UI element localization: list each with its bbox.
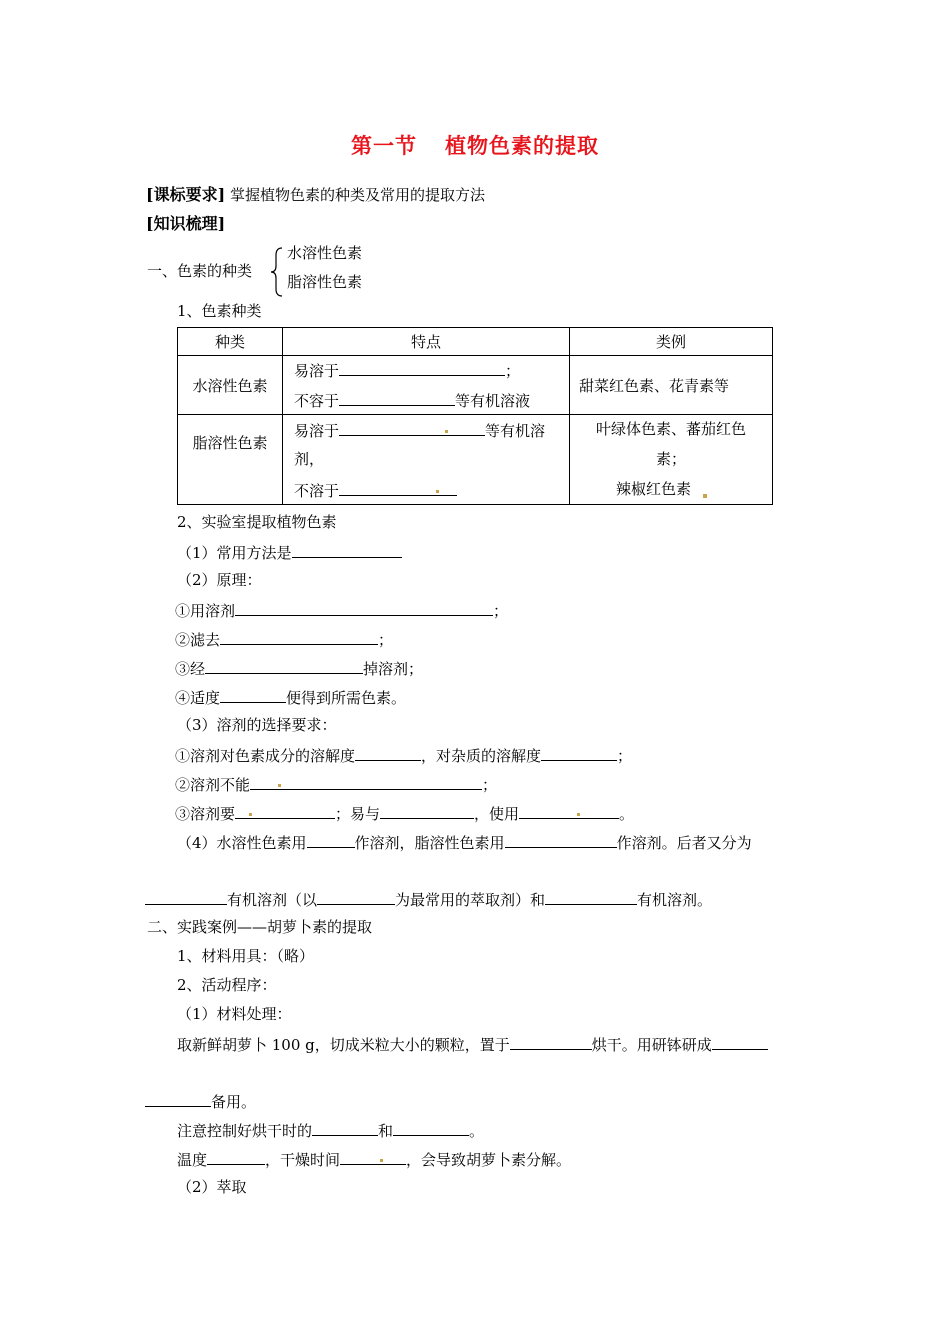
example-text: 辣椒红色素 bbox=[616, 480, 692, 498]
principle-text: ③经 bbox=[175, 660, 206, 678]
blank-line[interactable] bbox=[339, 389, 455, 406]
blank-line[interactable] bbox=[312, 1119, 378, 1136]
solvent-text: 有机溶剂（以 bbox=[227, 891, 318, 909]
subheading-pigment-kinds: 1、色素种类 bbox=[177, 302, 262, 320]
solvent-text: ②溶剂不能 bbox=[175, 776, 251, 794]
blank-line[interactable] bbox=[207, 1148, 265, 1165]
type-fat: 脂溶性色素 bbox=[287, 273, 363, 291]
table-cell-example bbox=[570, 415, 773, 505]
solvent-note-line2 bbox=[145, 888, 712, 910]
requirement-label: [课标要求] bbox=[146, 185, 226, 204]
example-text: 叶绿体色素、蕃茄红色 bbox=[595, 420, 746, 438]
principle-1 bbox=[175, 599, 508, 621]
solvent-req-1 bbox=[175, 744, 632, 766]
solvent-note-line1 bbox=[177, 831, 752, 853]
table-cell-example: 甜菜红色素、花青素等 bbox=[570, 356, 773, 415]
example-text: 素； bbox=[655, 450, 686, 468]
processing-text: 。 bbox=[469, 1122, 485, 1140]
solvent-text: 有机溶剂。 bbox=[637, 891, 713, 909]
principle-text: 便得到所需色素。 bbox=[286, 689, 407, 707]
table-header-cell: 种类 bbox=[178, 328, 283, 356]
blank-line[interactable] bbox=[510, 1033, 592, 1050]
feature-text: 等有机溶液 bbox=[455, 392, 531, 410]
blank-line[interactable] bbox=[541, 744, 617, 761]
processing-line3 bbox=[177, 1119, 484, 1141]
blank-line[interactable] bbox=[220, 686, 286, 703]
solvent-text: 作溶剂，脂溶性色素用 bbox=[354, 834, 505, 852]
blank-line[interactable] bbox=[145, 1090, 211, 1107]
blank-line[interactable] bbox=[712, 1033, 768, 1050]
processing-text: 备用。 bbox=[211, 1093, 257, 1111]
solvent-text: ； bbox=[617, 747, 633, 765]
solvent-text: ；易与 bbox=[335, 805, 381, 823]
solvent-req-2 bbox=[175, 773, 497, 795]
table-row bbox=[178, 356, 773, 415]
title-part2: 植物色素的提取 bbox=[445, 134, 599, 158]
feature-text: 剂， bbox=[294, 450, 325, 468]
processing-text: 温度 bbox=[177, 1151, 208, 1169]
principle-heading: （2）原理： bbox=[177, 571, 262, 589]
blank-line[interactable] bbox=[380, 802, 474, 819]
principle-4 bbox=[175, 686, 406, 708]
table-cell-kind: 脂溶性色素 bbox=[178, 415, 283, 505]
requirement-text: 掌握植物色素的种类及常用的提取方法 bbox=[229, 186, 485, 204]
processing-text: 注意控制好烘干时的 bbox=[177, 1122, 313, 1140]
solvent-text: ，对杂质的溶解度 bbox=[421, 747, 542, 765]
table-header-row bbox=[178, 328, 773, 356]
blank-line[interactable] bbox=[519, 802, 619, 819]
method-text: （1）常用方法是 bbox=[177, 544, 292, 562]
method-line bbox=[177, 541, 402, 563]
section1-heading: 一、色素的种类 bbox=[147, 262, 253, 280]
lab-heading: 2、实验室提取植物色素 bbox=[177, 513, 337, 531]
blank-line[interactable] bbox=[307, 831, 355, 848]
blank-line[interactable] bbox=[339, 359, 505, 376]
blank-line[interactable] bbox=[145, 888, 227, 905]
feature-text: 不溶于 bbox=[294, 482, 340, 500]
extraction-heading: （2）萃取 bbox=[177, 1178, 247, 1196]
solvent-text: ①溶剂对色素成分的溶解度 bbox=[175, 747, 356, 765]
table-header-cell: 特点 bbox=[283, 328, 570, 356]
principle-text: ； bbox=[378, 631, 394, 649]
materials-line: 1、材料用具：（略） bbox=[177, 947, 315, 965]
feature-text: 易溶于 bbox=[294, 362, 340, 380]
section2-heading: 二、实践案例——胡萝卜素的提取 bbox=[147, 918, 373, 936]
solvent-text: （4）水溶性色素用 bbox=[177, 834, 307, 852]
blank-line[interactable] bbox=[317, 888, 395, 905]
blank-line[interactable] bbox=[545, 888, 637, 905]
processing-text: 取新鲜胡萝卜 100 g，切成米粒大小的颗粒，置于 bbox=[177, 1036, 510, 1054]
page-title bbox=[0, 136, 950, 156]
solvent-text: ，使用 bbox=[474, 805, 520, 823]
blank-line[interactable] bbox=[292, 541, 402, 558]
knowledge-label: [知识梳理] bbox=[146, 214, 226, 233]
solvent-req-3 bbox=[175, 802, 634, 824]
solvent-text: ； bbox=[482, 776, 498, 794]
solvent-heading: （3）溶剂的选择要求： bbox=[177, 716, 337, 734]
processing-text: ，干燥时间 bbox=[265, 1151, 341, 1169]
principle-text: ①用溶剂 bbox=[175, 602, 236, 620]
type-water: 水溶性色素 bbox=[287, 244, 363, 262]
feature-text: 不容于 bbox=[294, 392, 340, 410]
blank-line[interactable] bbox=[505, 831, 617, 848]
principle-text: ④适度 bbox=[175, 689, 221, 707]
material-processing: （1）材料处理： bbox=[177, 1005, 292, 1023]
processing-line4 bbox=[177, 1148, 571, 1170]
feature-text: ； bbox=[505, 362, 521, 380]
table-header-cell: 类例 bbox=[570, 328, 773, 356]
principle-text: ； bbox=[493, 602, 509, 620]
table-row bbox=[178, 415, 773, 505]
solvent-text: 为最常用的萃取剂）和 bbox=[395, 891, 546, 909]
principle-text: ②滤去 bbox=[175, 631, 221, 649]
principle-3 bbox=[175, 657, 423, 679]
processing-text: 烘干。用研钵研成 bbox=[591, 1036, 712, 1054]
processing-line2 bbox=[145, 1090, 256, 1112]
blank-line[interactable] bbox=[339, 479, 457, 496]
title-part1: 第一节 bbox=[351, 134, 417, 158]
blank-line[interactable] bbox=[250, 773, 482, 790]
blank-line[interactable] bbox=[339, 419, 485, 436]
blank-line[interactable] bbox=[393, 1119, 469, 1136]
principle-2 bbox=[175, 628, 393, 650]
blank-line[interactable] bbox=[205, 657, 363, 674]
solvent-text: 作溶剂。后者又分为 bbox=[616, 834, 752, 852]
processing-text: ，会导致胡萝卜素分解。 bbox=[406, 1151, 572, 1169]
processing-line1 bbox=[177, 1033, 768, 1055]
solvent-text: 。 bbox=[619, 805, 635, 823]
procedure-heading: 2、活动程序： bbox=[177, 976, 277, 994]
blank-line[interactable] bbox=[235, 599, 493, 616]
table-cell-features bbox=[283, 415, 570, 505]
feature-text: 等有机溶 bbox=[485, 422, 546, 440]
blank-line[interactable] bbox=[355, 744, 421, 761]
table-cell-kind: 水溶性色素 bbox=[178, 356, 283, 415]
processing-text: 和 bbox=[378, 1122, 394, 1140]
feature-text: 易溶于 bbox=[294, 422, 340, 440]
requirement-line bbox=[146, 185, 485, 205]
solvent-text: ③溶剂要 bbox=[175, 805, 236, 823]
blank-line[interactable] bbox=[340, 1148, 406, 1165]
curly-brace-icon bbox=[270, 247, 284, 297]
blank-line[interactable] bbox=[235, 802, 335, 819]
pigment-table bbox=[177, 327, 773, 505]
principle-text: 掉溶剂； bbox=[363, 660, 424, 678]
table-cell-features bbox=[283, 356, 570, 415]
blank-line[interactable] bbox=[220, 628, 378, 645]
